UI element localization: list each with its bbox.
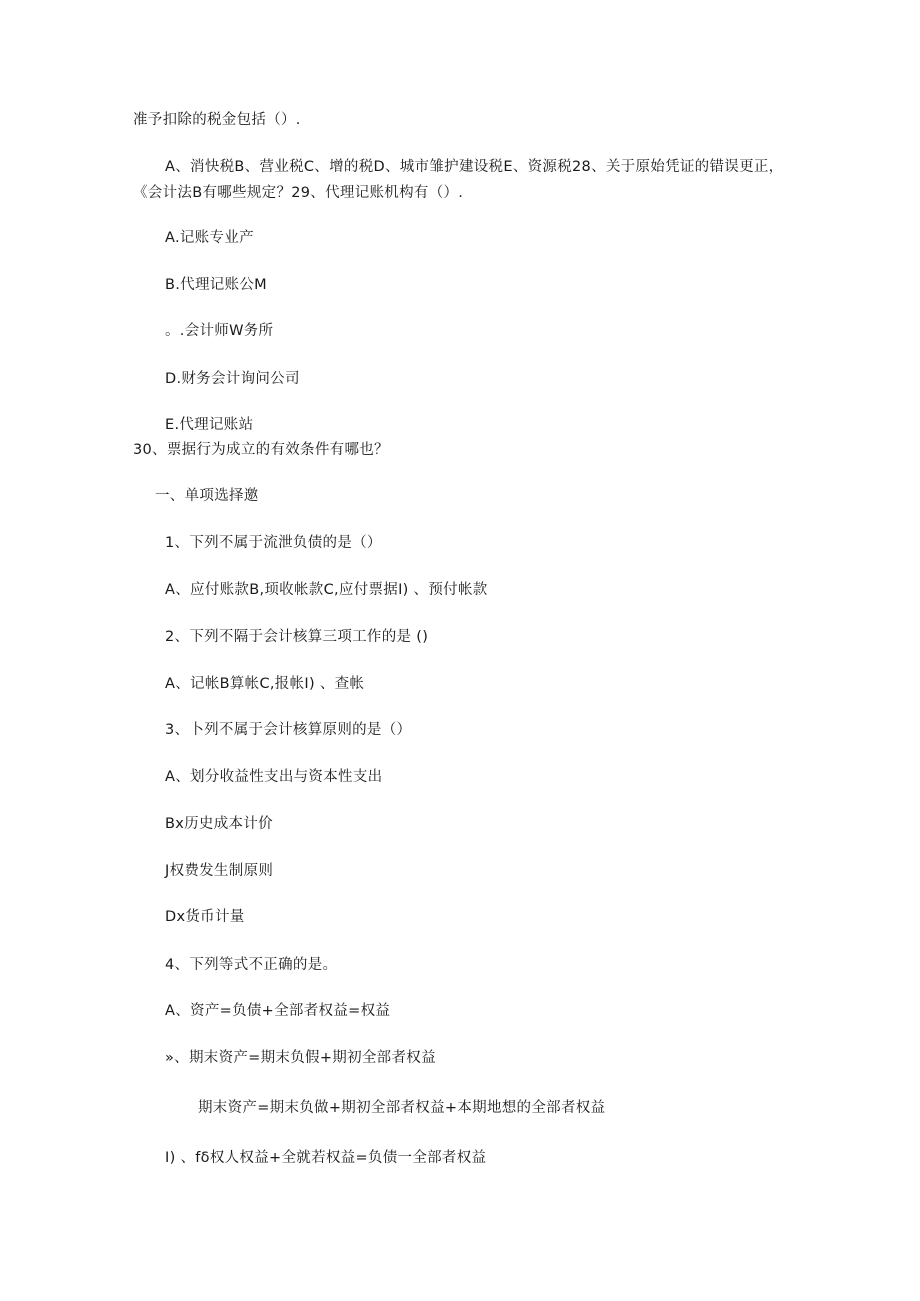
question-stem-tax-deduction: 准予扣除的税金包括（）.: [133, 112, 301, 128]
question-3-option-a-line: A、划分收益性支出与资本性支出: [165, 769, 383, 785]
question-4-option-b-line: »、期末资产=期末负假+期初全部者权益: [165, 1050, 436, 1066]
question-3-option-d-line: Dx货币计量: [165, 909, 245, 925]
question-4-line: 4、下列等式不正确的是。: [165, 957, 338, 973]
option-a-line: A.记账专业产: [165, 230, 254, 246]
question-3-option-c-line: J权费发生制原则: [165, 863, 274, 879]
question-4-option-a-line: A、资产=负债+全部者权益=权益: [165, 1003, 391, 1019]
question-3-line: 3、卜列不属于会计核算原则的是（）: [165, 722, 412, 738]
question-4-option-c-line: 期末资产=期末负做+期初全部者权益+本期地想的全部者权益: [198, 1100, 606, 1116]
question-1-line: 1、下列不属于流泄负债的是（）: [165, 535, 382, 551]
question-30-line: 30、票据行为成立的有效条件有哪也？: [133, 442, 389, 458]
question-1-options-line: A、应付账款B,顼收帐款C,应付票据I) 、预付帐款: [165, 582, 488, 598]
option-b-line: B.代理记账公M: [165, 277, 267, 293]
tax-options-line: A、消快税B、营业税C、增的税D、城市雏护建设税E、资源税28、关于原始凭证的错误更正，: [165, 159, 784, 175]
question-2-line: 2、下列不隔于会计核算三项工作的是 (): [165, 629, 429, 645]
option-c-line: 。.会计师W务所: [165, 323, 274, 339]
question-29-line: 《会计法B有哪些规定？29、代理记账机构有（）.: [133, 185, 464, 201]
question-3-option-b-line: Bx历史成本计价: [165, 816, 273, 832]
question-4-option-d-line: I) 、fδ权人权益+全就若权益=负债一全部者权益: [165, 1150, 487, 1166]
option-d-line: D.财务会计询问公司: [165, 371, 300, 387]
option-e-line: E.代理记账站: [165, 417, 254, 433]
question-2-options-line: A、记帐B算帐C,报帐I) 、查帐: [165, 676, 365, 692]
section-heading-single-choice: 一、单项选择邀: [155, 488, 259, 504]
